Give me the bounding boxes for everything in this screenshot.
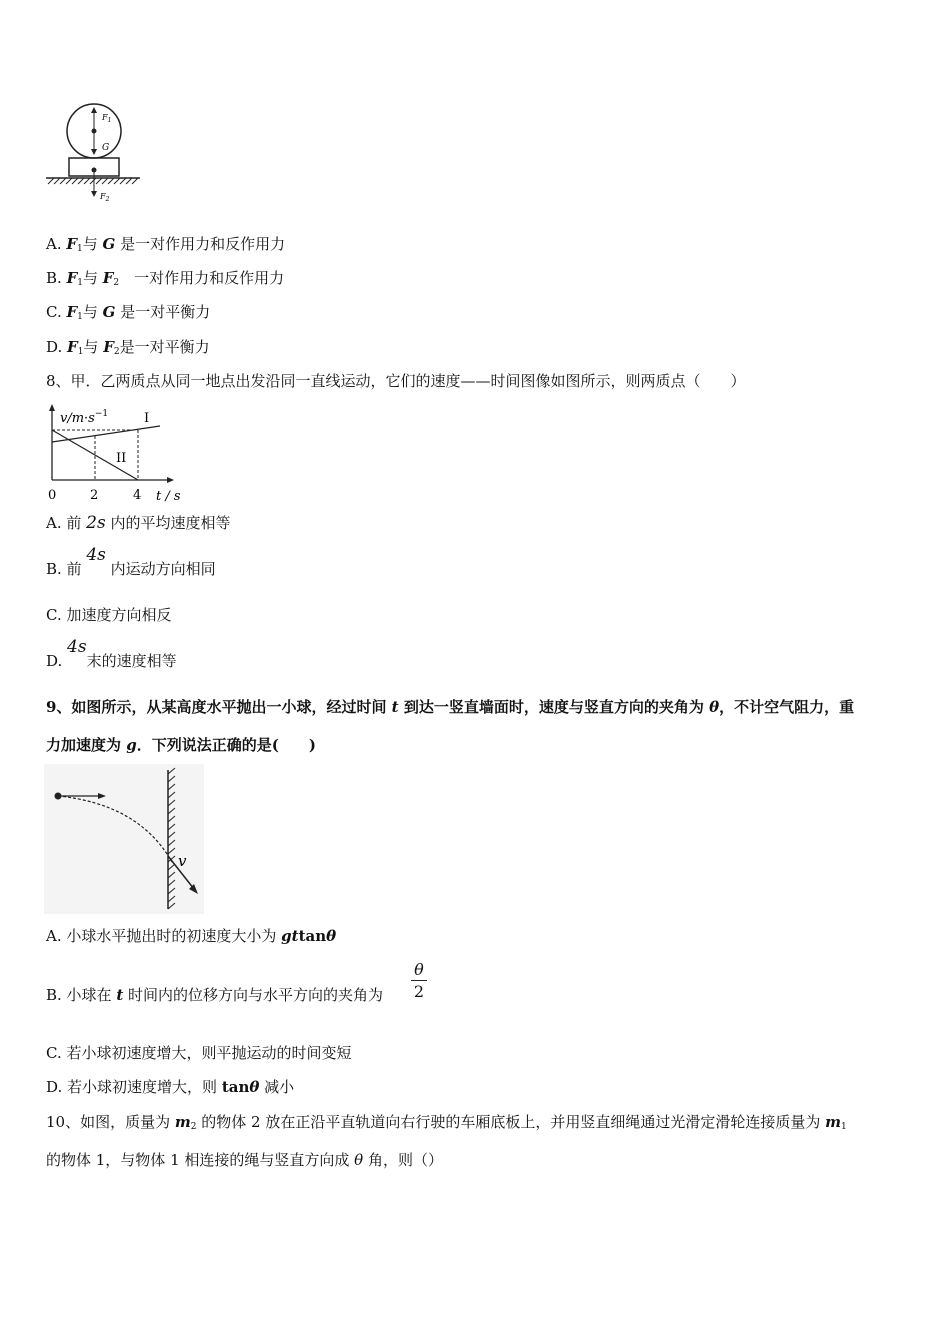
q7-option-d[interactable]: D. $F_1$与 $F_2$是一对平衡力	[46, 338, 210, 357]
label-g: G	[102, 143, 110, 153]
q9-option-a[interactable]: A. 小球水平抛出时的初速度大小为 gttanθ	[46, 927, 337, 945]
theta-over-2-fraction: θ 2	[411, 960, 427, 1003]
series-ii-label: II	[116, 451, 127, 466]
q8-option-c[interactable]: C. 加速度方向相反	[46, 606, 172, 624]
q7-option-b[interactable]: B. $F_1$与 $F_2$ 一对作用力和反作用力	[46, 269, 285, 288]
q9-option-d[interactable]: D. 若小球初速度增大，则 tanθ 减小	[46, 1078, 295, 1096]
q9-option-c[interactable]: C. 若小球初速度增大，则平抛运动的时间变短	[46, 1044, 352, 1062]
q7-option-c[interactable]: C. $F_1$与 G 是一对平衡力	[46, 303, 211, 322]
force-diagram-figure	[40, 98, 150, 208]
q9-stem-line2: 力加速度为 g．下列说法正确的是( )	[46, 736, 316, 754]
q7-option-a[interactable]: A. $F_1$与 G 是一对作用力和反作用力	[46, 235, 286, 254]
x-axis-label: t / s	[156, 489, 181, 504]
series-i-label: I	[144, 411, 150, 426]
q10-stem-line2: 的物体 1，与物体 1 相连接的绳与竖直方向成 θ 角，则（）	[46, 1151, 443, 1169]
tick-2: 2	[90, 488, 99, 503]
q8-option-a[interactable]: A. 前 2s 内的平均速度相等	[46, 513, 231, 533]
q8-option-d[interactable]: D. 4s末的速度相等	[46, 637, 177, 670]
projectile-figure	[44, 764, 204, 914]
tick-4: 4	[133, 488, 142, 503]
q9-stem-line1: 9、如图所示，从某高度水平抛出一小球，经过时间 t 到达一竖直墙面时，速度与竖直方向的夹角为 θ，不计空气阻力，重	[46, 698, 855, 716]
q10-stem-line1: 10、如图，质量为 $m_2$ 的物体 2 放在正沿平直轨道向右行驶的车厢底板上，并用竖直细绳通过光滑定滑轮连接质量为 $m_1$	[46, 1113, 847, 1132]
velocity-label: v	[178, 852, 187, 870]
q8-stem: 8、甲．乙两质点从同一地点出发沿同一直线运动，它们的速度——时间图像如图所示，则两质点（ ）	[46, 372, 746, 390]
tick-0: 0	[48, 488, 57, 503]
y-axis-label: $v/m\cdot s^{-1}$	[60, 409, 109, 426]
q8-option-b[interactable]: B. 前 4s 内运动方向相同	[46, 545, 216, 578]
label-f2: $F_2$	[100, 192, 110, 203]
label-f1: $F_1$	[102, 113, 112, 124]
q9-option-b[interactable]: B. 小球在 t 时间内的位移方向与水平方向的夹角为	[46, 986, 384, 1004]
vt-graph	[40, 400, 190, 506]
